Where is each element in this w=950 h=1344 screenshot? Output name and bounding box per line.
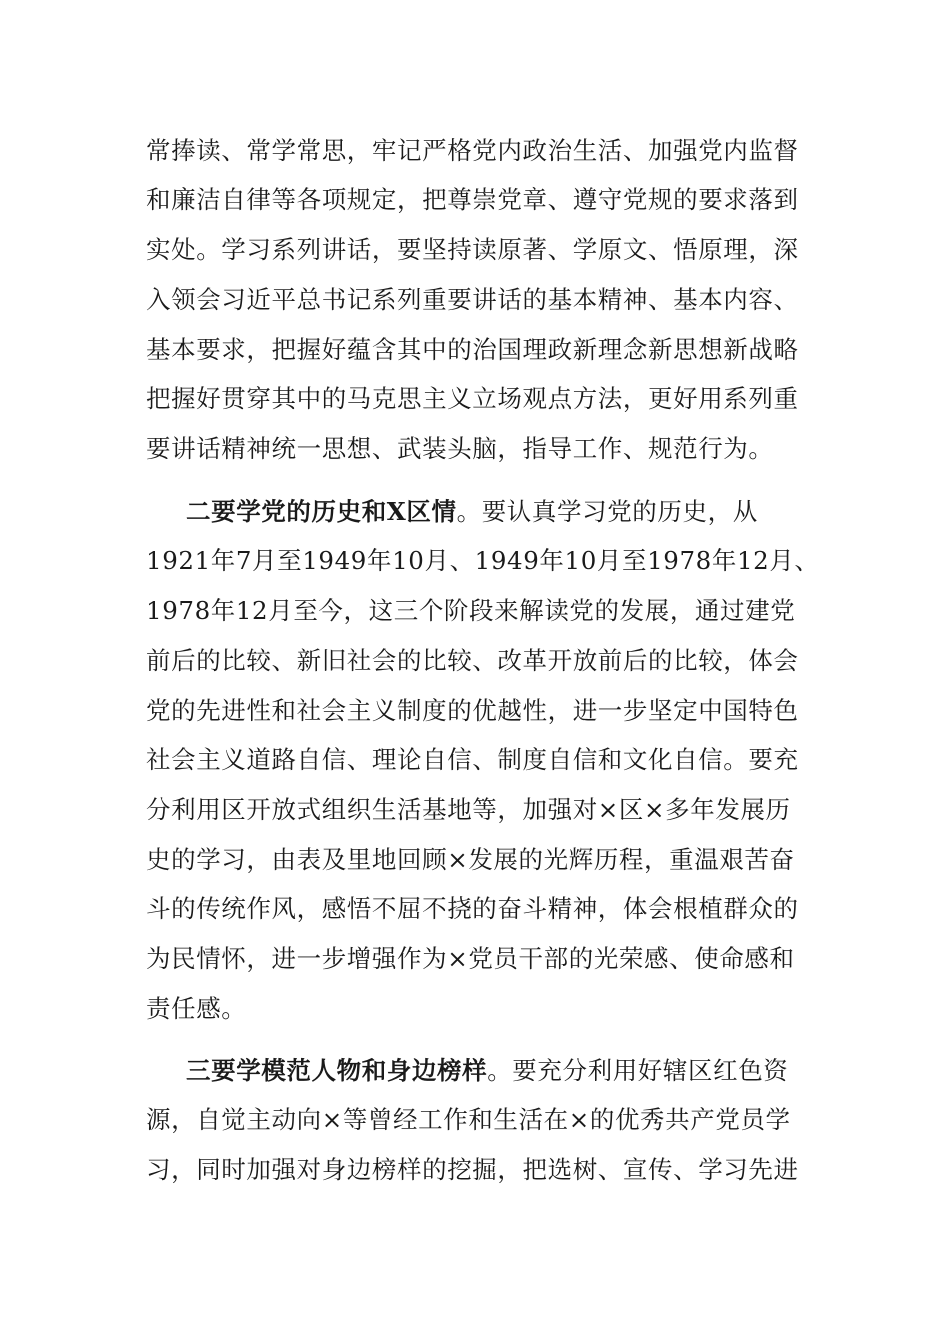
paragraph-1-line-7: 要讲话精神统一思想、武装头脑，指导工作、规范行为。	[146, 434, 774, 463]
paragraph-3-line-1	[186, 1056, 788, 1086]
paragraph-2-line-4: 前后的比较、新旧社会的比较、改革开放前后的比较，体会	[146, 646, 799, 675]
paragraph-2-line-11: 责任感。	[146, 994, 247, 1023]
paragraph-2-line-5: 党的先进性和社会主义制度的优越性，进一步坚定中国特色	[146, 696, 799, 725]
paragraph-1-line-1: 常捧读、常学常思，牢记严格党内政治生活、加强党内监督	[146, 136, 799, 165]
paragraph-2-line-10: 为民情怀，进一步增强作为×党员干部的光荣感、使命感和	[146, 944, 795, 973]
paragraph-2-line-2: 1921年7月至1949年10月、1949年10月至1978年12月、	[146, 546, 820, 575]
paragraph-1-line-5: 基本要求，把握好蕴含其中的治国理政新理念新思想新战略	[146, 335, 799, 364]
paragraph-3-first-line-rest: 。要充分利用好辖区红色资	[487, 1056, 789, 1085]
paragraph-2-line-3: 1978年12月至今，这三个阶段来解读党的发展，通过建党	[146, 596, 796, 625]
paragraph-2-line-8: 史的学习，由表及里地回顾×发展的光辉历程，重温艰苦奋	[146, 845, 795, 874]
paragraph-2-line-9: 斗的传统作风，感悟不屈不挠的奋斗精神，体会根植群众的	[146, 894, 799, 923]
paragraph-1-line-3: 实处。学习系列讲话，要坚持读原著、学原文、悟原理，深	[146, 235, 799, 264]
paragraph-3-line-3: 习，同时加强对身边榜样的挖掘，把选树、宣传、学习先进	[146, 1155, 799, 1184]
paragraph-2-first-line-rest: 。要认真学习党的历史，从	[456, 497, 758, 526]
paragraph-2-heading: 二要学党的历史和X区情	[186, 497, 457, 526]
paragraph-1-line-6: 把握好贯穿其中的马克思主义立场观点方法，更好用系列重	[146, 384, 799, 413]
paragraph-1-line-2: 和廉洁自律等各项规定，把尊崇党章、遵守党规的要求落到	[146, 185, 799, 214]
paragraph-1-line-4: 入领会习近平总书记系列重要讲话的基本精神、基本内容、	[146, 285, 799, 314]
paragraph-2-line-7: 分利用区开放式组织生活基地等，加强对×区×多年发展历	[146, 795, 791, 824]
paragraph-3-heading: 三要学模范人物和身边榜样	[186, 1056, 488, 1085]
paragraph-2-line-6: 社会主义道路自信、理论自信、制度自信和文化自信。要充	[146, 745, 799, 774]
paragraph-3-line-2: 源，自觉主动向×等曾经工作和生活在×的优秀共产党员学	[146, 1105, 791, 1134]
paragraph-2-line-1	[186, 497, 758, 527]
